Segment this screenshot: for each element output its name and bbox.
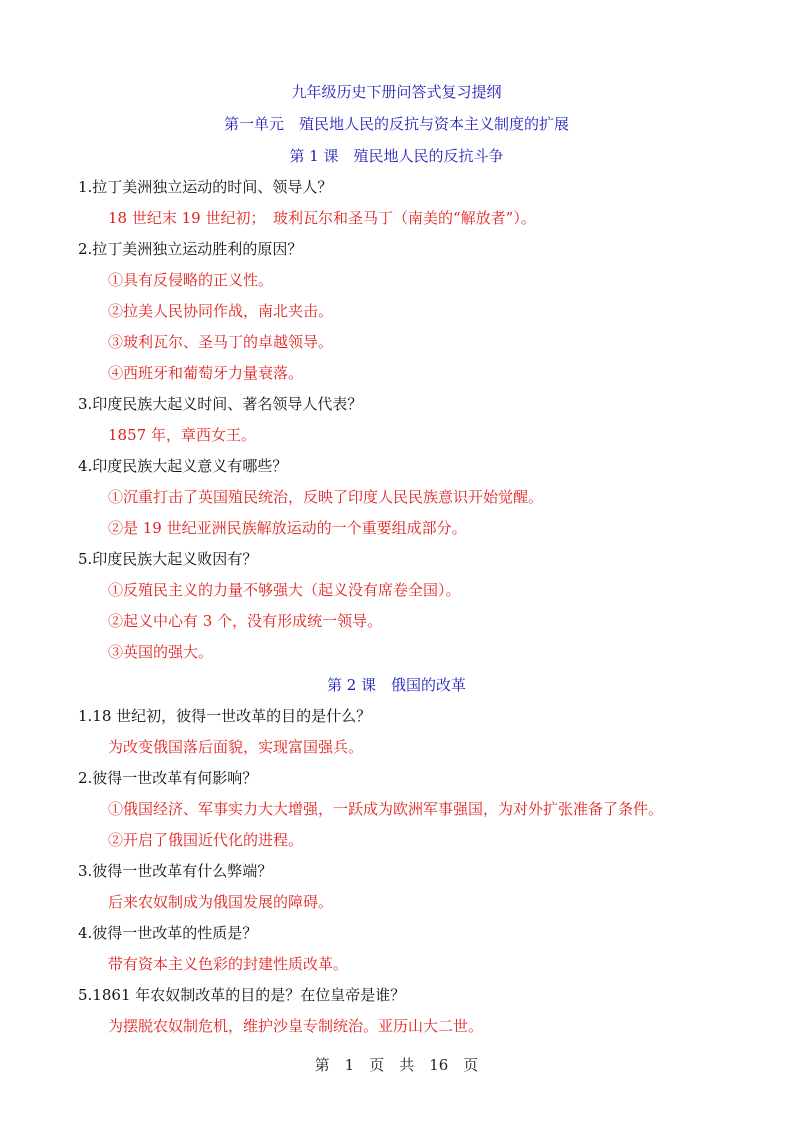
answer: ①具有反侵略的正义性。 <box>108 271 274 289</box>
question: 3.印度民族大起义时间、著名领导人代表？ <box>78 395 363 413</box>
answer: 为摆脱农奴制危机，维护沙皇专制统治。亚历山大二世。 <box>108 1017 484 1035</box>
question: 1.18 世纪初，彼得一世改革的目的是什么？ <box>78 707 372 725</box>
answer: ①反殖民主义的力量不够强大（起义没有席卷全国）。 <box>108 581 461 599</box>
question: 5.印度民族大起义败因有？ <box>78 550 258 568</box>
unit-title: 第一单元 殖民地人民的反抗与资本主义制度的扩展 <box>223 115 569 133</box>
question: 4.印度民族大起义意义有哪些？ <box>78 457 288 475</box>
lesson-title: 第 1 课 殖民地人民的反抗斗争 <box>289 147 504 165</box>
answer: ③玻利瓦尔、圣马丁的卓越领导。 <box>108 333 334 351</box>
document-title: 九年级历史下册问答式复习提纲 <box>291 83 502 101</box>
lesson-title: 第 2 课 俄国的改革 <box>326 676 467 694</box>
answer: 18 世纪末 19 世纪初； 玻利瓦尔和圣马丁（南美的“解放者”）。 <box>108 209 536 227</box>
question: 4.彼得一世改革的性质是？ <box>78 924 258 942</box>
answer: ①沉重打击了英国殖民统治，反映了印度人民民族意识开始觉醒。 <box>108 488 544 506</box>
answer: ②拉美人民协同作战，南北夹击。 <box>108 302 334 320</box>
question: 5.1861 年农奴制改革的目的是？在位皇帝是谁？ <box>78 986 406 1004</box>
answer: 后来农奴制成为俄国发展的障碍。 <box>108 893 334 911</box>
answer: ②是 19 世纪亚洲民族解放运动的一个重要组成部分。 <box>108 519 467 537</box>
answer: ①俄国经济、军事实力大大增强，一跃成为欧洲军事强国，为对外扩张准备了条件。 <box>108 800 664 818</box>
answer: ②起义中心有 3 个，没有形成统一领导。 <box>108 612 383 630</box>
page-footer: 第 1 页 共 16 页 <box>314 1056 479 1074</box>
question: 2.拉丁美洲独立运动胜利的原因？ <box>78 240 303 258</box>
answer: 为改变俄国落后面貌，实现富国强兵。 <box>108 738 364 756</box>
question: 2.彼得一世改革有何影响？ <box>78 769 258 787</box>
question: 1.拉丁美洲独立运动的时间、领导人？ <box>78 178 333 196</box>
answer: 带有资本主义色彩的封建性质改革。 <box>108 955 349 973</box>
answer: 1857 年，章西女王。 <box>108 426 256 444</box>
answer: ③英国的强大。 <box>108 643 214 661</box>
answer: ②开启了俄国近代化的进程。 <box>108 831 304 849</box>
question: 3.彼得一世改革有什么弊端？ <box>78 862 273 880</box>
answer: ④西班牙和葡萄牙力量衰落。 <box>108 364 304 382</box>
